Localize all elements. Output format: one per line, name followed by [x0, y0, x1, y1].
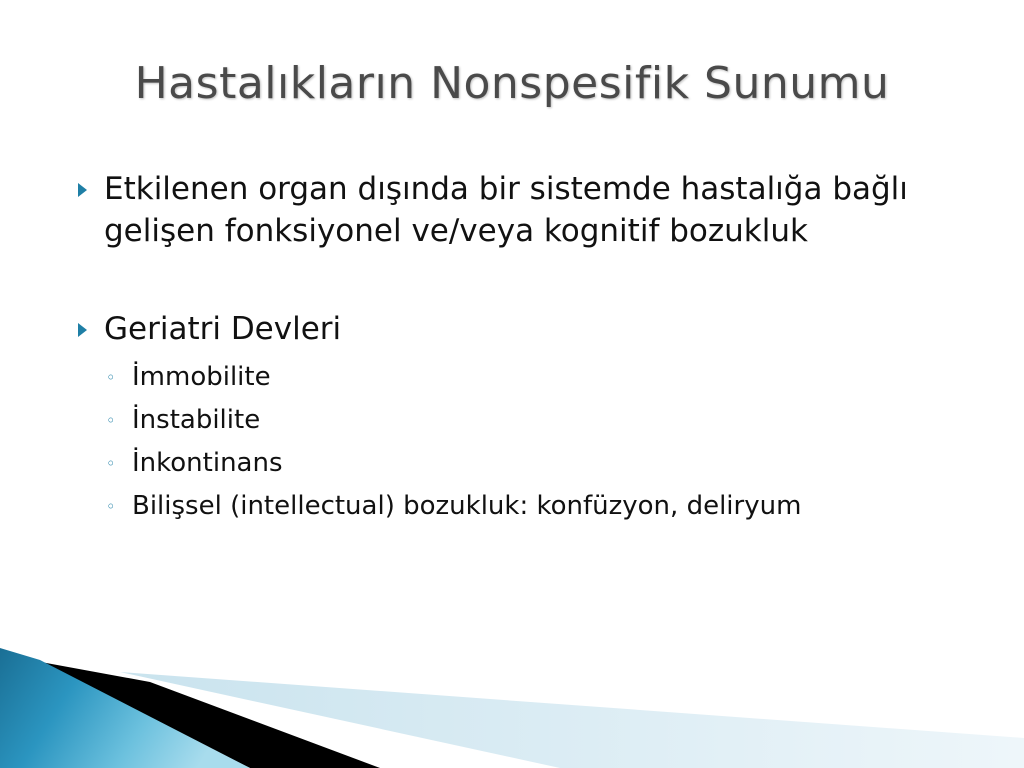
sub-bullet-item [74, 485, 984, 528]
triangle-arrow-icon [78, 183, 87, 197]
sub-bullet-list [74, 356, 984, 528]
bullet-text: Geriatri Devleri [104, 311, 342, 347]
bullet-group [74, 308, 984, 528]
bullet-item [74, 168, 984, 252]
sub-bullet-text: İnkontinans [132, 448, 283, 478]
circle-bullet-icon: ◦ [106, 497, 116, 516]
circle-bullet-icon: ◦ [106, 411, 116, 430]
slide-content [74, 168, 984, 528]
sub-bullet-item [74, 442, 984, 485]
bullet-text: Etkilenen organ dışında bir sistemde hastalığa bağlı gelişen fonksiyonel ve/veya kognitif bozukluk [104, 171, 908, 249]
sub-bullet-text: İnstabilite [132, 405, 261, 435]
circle-bullet-icon: ◦ [106, 454, 116, 473]
bullet-item [74, 308, 984, 350]
slide-title: Hastalıkların Nonspesifik Sunumu [134, 58, 890, 109]
sub-bullet-text: İmmobilite [132, 362, 271, 392]
circle-bullet-icon: ◦ [106, 368, 116, 387]
triangle-arrow-icon [78, 323, 87, 337]
sub-bullet-item [74, 356, 984, 399]
sub-bullet-text: Bilişsel (intellectual) bozukluk: konfüzyon, deliryum [132, 491, 802, 521]
sub-bullet-item [74, 399, 984, 442]
